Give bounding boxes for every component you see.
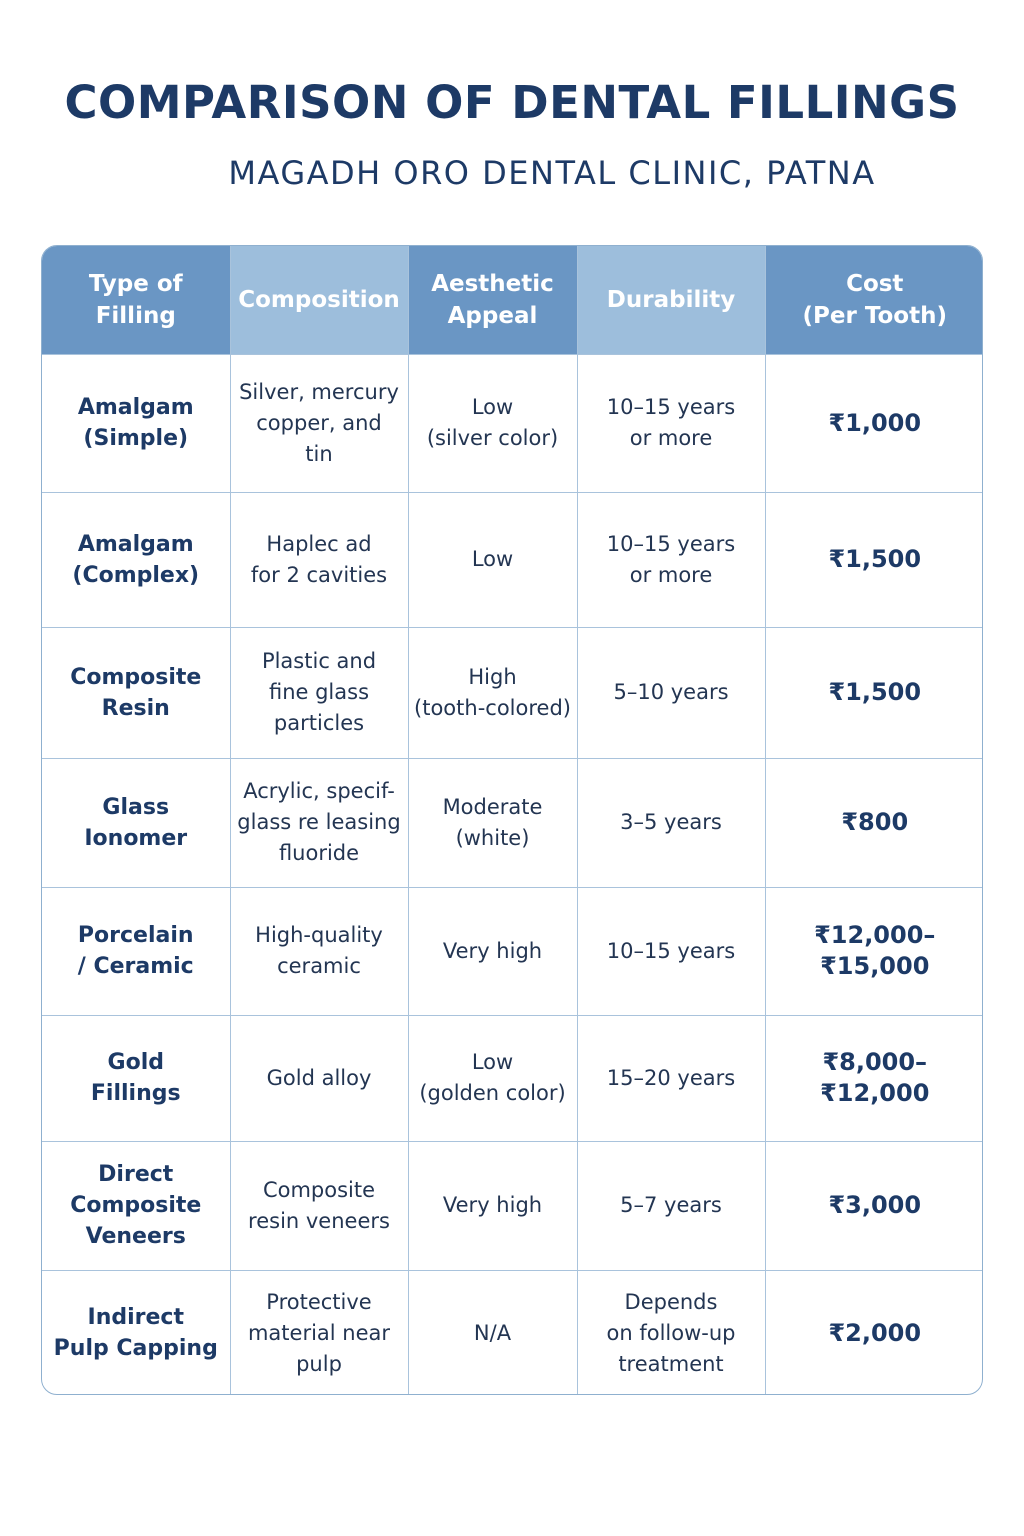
cell-aesthetic: Low (golden color): [408, 1015, 577, 1141]
table-row: [42, 758, 983, 887]
cell-cost: ₹3,000: [765, 1141, 983, 1270]
table-row: [42, 627, 983, 758]
header-composition: Composition: [230, 246, 408, 354]
cell-type: Direct Composite Veneers: [42, 1141, 230, 1270]
cell-aesthetic: Low: [408, 492, 577, 627]
cell-cost: ₹2,000: [765, 1270, 983, 1395]
page-title: COMPARISON OF DENTAL FILLINGS: [64, 76, 960, 129]
cell-aesthetic: Very high: [408, 887, 577, 1015]
header-type-of-filling: Type of Filling: [42, 246, 230, 354]
cell-durability: 3–5 years: [577, 758, 765, 887]
cell-type: Indirect Pulp Capping: [42, 1270, 230, 1395]
cell-durability: 10–15 years or more: [577, 492, 765, 627]
clinic-subtitle: MAGADH ORO DENTAL CLINIC, PATNA: [228, 154, 876, 192]
cell-composition: Silver, mercury copper, and tin: [230, 354, 408, 492]
cell-composition: Acrylic, specif- glass re leasing fluoride: [230, 758, 408, 887]
cell-cost: ₹1,500: [765, 492, 983, 627]
cell-cost: ₹800: [765, 758, 983, 887]
header-cost: Cost (Per Tooth): [765, 246, 983, 354]
cell-aesthetic: Very high: [408, 1141, 577, 1270]
header-aesthetic-appeal: Aesthetic Appeal: [408, 246, 577, 354]
cell-type: Gold Fillings: [42, 1015, 230, 1141]
table-row: [42, 354, 983, 492]
cell-composition: High-quality ceramic: [230, 887, 408, 1015]
cell-cost: ₹1,500: [765, 627, 983, 758]
table-row: [42, 1270, 983, 1395]
cell-type: Amalgam (Complex): [42, 492, 230, 627]
table-row: [42, 1015, 983, 1141]
cell-durability: 10–15 years or more: [577, 354, 765, 492]
cell-composition: Gold alloy: [230, 1015, 408, 1141]
cell-composition: Plastic and fine glass particles: [230, 627, 408, 758]
cell-type: Amalgam (Simple): [42, 354, 230, 492]
cell-cost: ₹1,000: [765, 354, 983, 492]
cell-cost: ₹8,000– ₹12,000: [765, 1015, 983, 1141]
cell-aesthetic: N/A: [408, 1270, 577, 1395]
cell-cost: ₹12,000– ₹15,000: [765, 887, 983, 1015]
cell-aesthetic: Moderate (white): [408, 758, 577, 887]
cell-durability: 5–7 years: [577, 1141, 765, 1270]
cell-composition: Composite resin veneers: [230, 1141, 408, 1270]
cell-durability: 10–15 years: [577, 887, 765, 1015]
cell-composition: Protective material near pulp: [230, 1270, 408, 1395]
cell-aesthetic: Low (silver color): [408, 354, 577, 492]
table-row: [42, 492, 983, 627]
cell-type: Composite Resin: [42, 627, 230, 758]
cell-aesthetic: High (tooth-colored): [408, 627, 577, 758]
cell-type: Porcelain / Ceramic: [42, 887, 230, 1015]
header-durability: Durability: [577, 246, 765, 354]
cell-durability: 5–10 years: [577, 627, 765, 758]
cell-composition: Haplec ad for 2 cavities: [230, 492, 408, 627]
fillings-comparison-table: [41, 245, 983, 1395]
cell-durability: Depends on follow-up treatment: [577, 1270, 765, 1395]
table-row: [42, 1141, 983, 1270]
table-row: [42, 887, 983, 1015]
cell-durability: 15–20 years: [577, 1015, 765, 1141]
table-header-row: [42, 246, 983, 354]
cell-type: Glass Ionomer: [42, 758, 230, 887]
